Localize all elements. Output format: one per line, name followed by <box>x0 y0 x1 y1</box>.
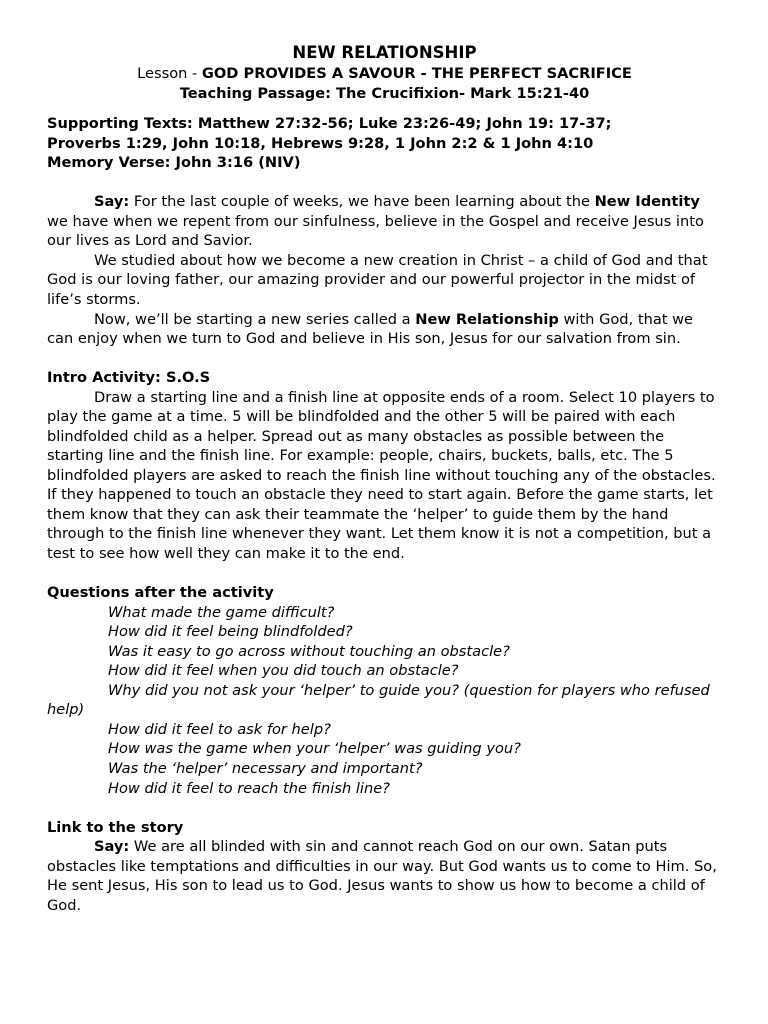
spacer <box>47 798 722 818</box>
say-label: Say: <box>94 193 130 211</box>
question-text: Why did you not ask your ‘helper’ to guide you? (question for players who refused help) <box>47 681 710 719</box>
document-title: NEW RELATIONSHIP <box>292 43 477 62</box>
activity-paragraph: Draw a starting line and a finish line at opposite ends of a room. Select 10 players to play the game at a time. 5 will be blindfolded and the other 5 will be paired with each blindfolded child as a helper. Spread out as many obstacles as possible between the starting line and the finish line. For example: people, chairs, buckets, balls, etc. The 5 blindfolded players are asked to reach the finish line without touching any of the obstacles. If they happened to touch an obstacle they need to start again. Before the game starts, let them know that they can ask their teammate the ‘helper’ to guide them by the hand through to the finish line whenever they want. Let them know it is not a competition, but a test to see how well they can make it to the end. <box>47 388 716 563</box>
spacer <box>47 564 722 584</box>
link-heading: Link to the story <box>47 818 184 836</box>
spacer <box>47 103 722 114</box>
question-text: How did it feel being blindfolded? <box>108 623 353 641</box>
activity-heading: Intro Activity: S.O.S <box>47 369 211 387</box>
supporting-texts-line-1: Supporting Texts: Matthew 27:32-56; Luke 23:26-49; John 19: 17-37; <box>47 115 612 133</box>
question-item <box>47 681 722 720</box>
question-item <box>47 603 722 623</box>
intro-paragraph-2: We studied about how we become a new creation in Christ – a child of God and that God is our loving father, our amazing provider and our powerful projector in the midst of life’s storms. <box>47 251 708 308</box>
question-item <box>47 622 722 642</box>
link-text: We are all blinded with sin and cannot reach God on our own. Satan puts obstacles like temptations and difficulties in our way. But God wants us to come to Him. So, He sent Jesus, His son to lead us to God. Jesus wants to show us how to become a child of God. <box>47 838 717 914</box>
intro-paragraph-3 <box>47 310 722 349</box>
question-text: Was the ‘helper’ necessary and important? <box>108 760 423 777</box>
question-item <box>47 720 722 740</box>
supporting-texts-line-2: Proverbs 1:29, John 10:18, Hebrews 9:28, 1 John 2:2 & 1 John 4:10 <box>47 134 594 152</box>
teaching-passage: Teaching Passage: The Crucifixion- Mark 15:21-40 <box>179 84 590 102</box>
spacer <box>47 349 722 369</box>
memory-verse: Memory Verse: John 3:16 (NIV) <box>47 154 301 172</box>
intro-paragraph-1 <box>47 192 722 251</box>
question-item <box>47 779 722 799</box>
question-text: Was it easy to go across without touching an obstacle? <box>108 642 510 660</box>
intro-p1-text-a: For the last couple of weeks, we have been learning about the <box>129 193 595 211</box>
say-label: Say: <box>94 838 130 856</box>
new-identity-term: New Identity <box>594 193 700 211</box>
question-list <box>47 603 722 798</box>
question-text: How was the game when your ‘helper’ was guiding you? <box>108 740 521 758</box>
question-text: How did it feel to reach the finish line? <box>108 779 390 797</box>
link-paragraph <box>47 837 722 915</box>
lesson-prefix: Lesson - <box>137 65 202 82</box>
lesson-line <box>47 64 722 84</box>
intro-p3-text-a: Now, we’ll be starting a new series called a <box>94 310 416 328</box>
question-item <box>47 739 722 759</box>
new-relationship-term: New Relationship <box>415 310 559 328</box>
question-item <box>47 642 722 662</box>
lesson-title: GOD PROVIDES A SAVOUR - THE PERFECT SACRIFICE <box>201 65 632 82</box>
question-text: How did it feel when you did touch an obstacle? <box>108 662 459 680</box>
lesson-document <box>47 42 722 915</box>
questions-heading: Questions after the activity <box>47 584 274 602</box>
question-text: How did it feel to ask for help? <box>108 720 331 738</box>
intro-p1-text-b: we have when we repent from our sinfulness, believe in the Gospel and receive Jesus into our lives as Lord and Savior. <box>47 212 704 250</box>
spacer <box>47 173 722 193</box>
intro-p3-text-b: with God, that we can enjoy when we turn to God and believe in His son, Jesus for our salvation from sin. <box>47 310 694 348</box>
question-item <box>47 661 722 681</box>
question-text: What made the game difficult? <box>108 603 335 621</box>
question-item <box>47 759 722 779</box>
